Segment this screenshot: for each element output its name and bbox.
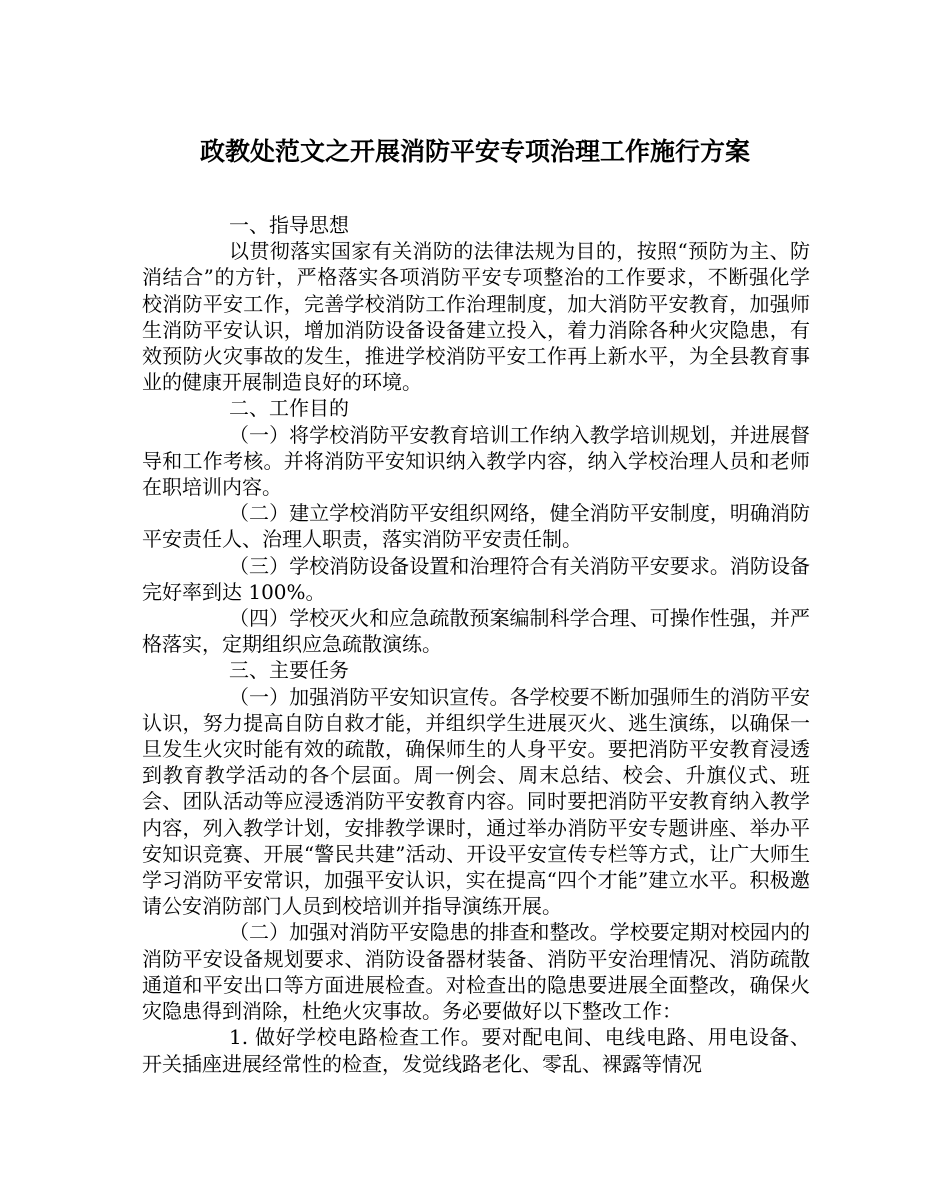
section-heading: 三、主要任务 bbox=[229, 658, 349, 683]
paragraph: （一）将学校消防平安教育培训工作纳入教学培训规划，并进展督导和工作考核。并将消防平安知识纳入教学内容，纳入学校治理人员和老师在职培训内容。 bbox=[142, 422, 810, 500]
section-heading: 二、工作目的 bbox=[229, 396, 349, 421]
paragraph: （三）学校消防设备设置和治理符合有关消防平安要求。消防设备完好率到达 100%。 bbox=[142, 553, 810, 604]
paragraph: 以贯彻落实国家有关消防的法律法规为目的，按照“预防为主、防消结合”的方针，严格落实各项消防平安专项整治的工作要求，不断强化学校消防平安工作，完善学校消防工作治理制度，加大消防平安教育，加强师生消防平安认识，增加消防设备设备建立投入，着力消除各种火灾隐患，有效预防火灾事故的发生，推进学校消防平安工作再上新水平，为全县教育事业的健康开展制造良好的环境。 bbox=[142, 239, 810, 395]
document-title: 政教处范文之开展消防平安专项治理工作施行方案 bbox=[199, 137, 750, 166]
section-heading: 一、指导思想 bbox=[229, 213, 349, 237]
paragraph: 1. 做好学校电路检查工作。要对配电间、电线电路、用电设备、开关插座进展经常性的检查，发觉线路老化、零乱、裸露等情况 bbox=[142, 1025, 810, 1076]
paragraph: （二）加强对消防平安隐患的排查和整改。学校要定期对校园内的消防平安设备规划要求、消防设备器材装备、消防平安治理情况、消防疏散通道和平安出口等方面进展检查。对检查出的隐患要进展全面整改，确保火灾隐患得到消除，杜绝火灾事故。务必要做好以下整改工作： bbox=[142, 920, 810, 1024]
paragraph: （四）学校灭火和应急疏散预案编制科学合理、可操作性强，并严格落实，定期组织应急疏散演练。 bbox=[142, 606, 810, 657]
paragraph: （一）加强消防平安知识宣传。各学校要不断加强师生的消防平安认识，努力提高自防自救才能，并组织学生进展灭火、逃生演练，以确保一旦发生火灾时能有效的疏散，确保师生的人身平安。要把消防平安教育浸透到教育教学活动的各个层面。周一例会、周末总结、校会、升旗仪式、班会、团队活动等应浸透消防平安教育内容。同时要把消防平安教育纳入教学内容，列入教学计划，安排教学课时，通过举办消防平安专题讲座、举办平安知识竞赛、开展“警民共建”活动、开设平安宣传专栏等方式，让广大师生学习消防平安常识，加强平安认识，实在提高“四个才能”建立水平。积极邀请公安消防部门人员到校培训并指导演练开展。 bbox=[142, 684, 810, 919]
document-body bbox=[142, 212, 810, 1077]
paragraph: （二）建立学校消防平安组织网络，健全消防平安制度，明确消防平安责任人、治理人职责，落实消防平安责任制。 bbox=[142, 501, 810, 552]
